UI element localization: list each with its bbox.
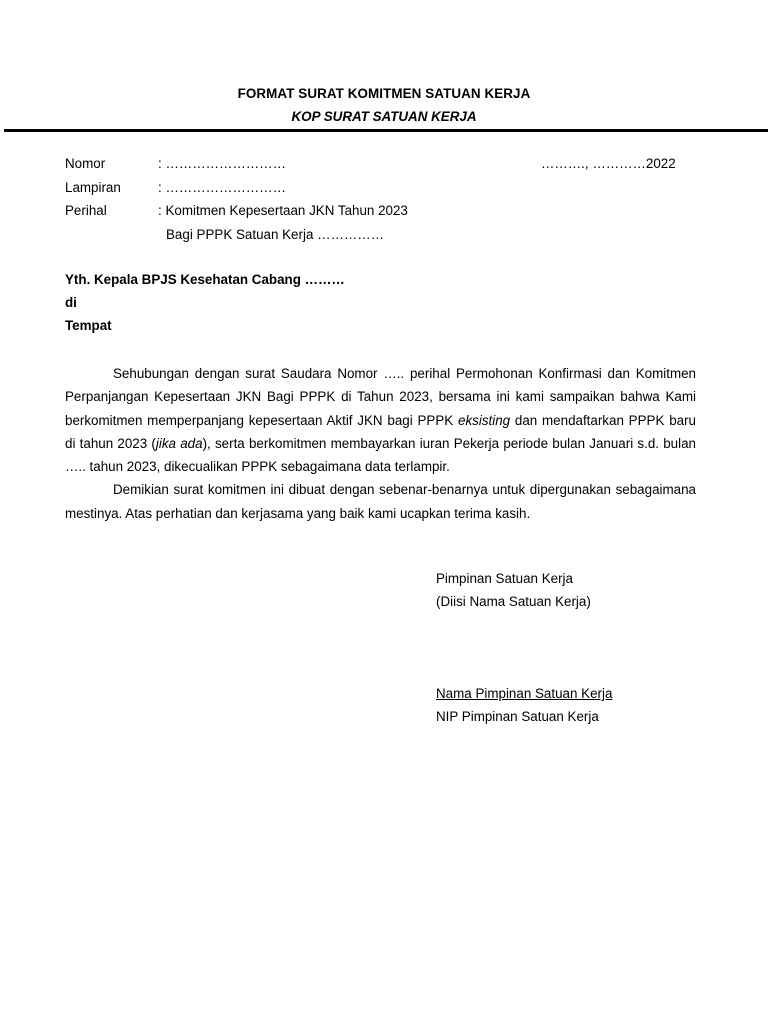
recipient: Yth. Kepala BPJS Kesehatan Cabang ……… [65,272,345,287]
nomor-label: Nomor [65,156,106,171]
lampiran-label: Lampiran [65,180,121,195]
document-title: FORMAT SURAT KOMITMEN SATUAN KERJA [237,86,531,101]
recipient-di: di [65,295,77,310]
nomor-value: : ……………………… [158,156,286,171]
perihal-value: : Komitmen Kepesertaan JKN Tahun 2023 [158,203,408,218]
recipient-place: Tempat [65,318,112,333]
signature-name: Nama Pimpinan Satuan Kerja [436,686,613,701]
signature-nip: NIP Pimpinan Satuan Kerja [436,709,599,724]
letter-date: ………., …………2022 [541,156,676,171]
signature-role: Pimpinan Satuan Kerja [436,571,573,586]
body-paragraph-1: Sehubungan dengan surat Saudara Nomor ….. perihal Permohonan Konfirmasi dan Komitmen Perpanjangan Kepesertaan JKN Bagi PPPK di Tahun 2023, bersama ini kami sampaikan bahwa Kami berkomitmen memperpanjang kepesertaan Aktif JKN bagi PPPK eksisting dan mendaftarkan PPPK baru di tahun 2023 (jika ada), serta berkomitmen membayarkan iuran Pekerja periode bulan Januari s.d. bulan ….. tahun 2023, dikecualikan PPPK sebagaimana data terlampir. [65,366,696,475]
body-paragraph-2: Demikian surat komitmen ini dibuat dengan sebenar-benarnya untuk dipergunakan sebagaimana mestinya. Atas perhatian dan kerjasama yang baik kami ucapkan terima kasih. [65,482,696,521]
perihal-label: Perihal [65,203,107,218]
letterhead-placeholder: KOP SURAT SATUAN KERJA [291,109,477,124]
perihal-value-line-2: Bagi PPPK Satuan Kerja …………… [166,227,385,242]
letterhead-divider [4,129,768,132]
letter-body [65,362,696,525]
signature-unit: (Diisi Nama Satuan Kerja) [436,594,591,609]
lampiran-value: : ……………………… [158,180,286,195]
